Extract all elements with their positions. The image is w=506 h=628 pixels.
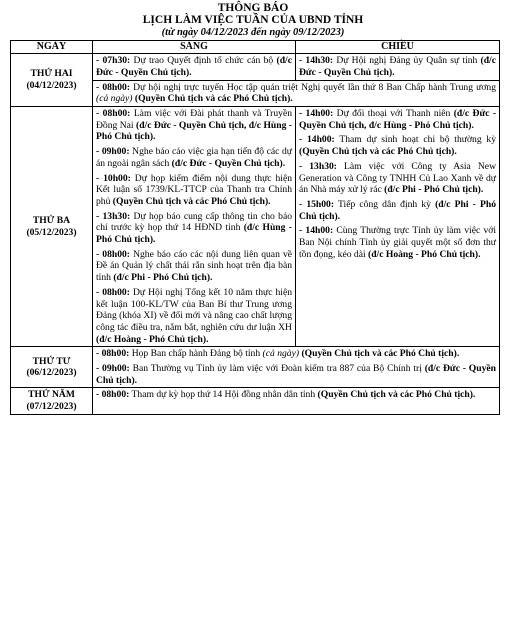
- entry-lead: (đ/c Đức - Quyền Chủ tịch).: [96, 55, 292, 78]
- day-name: THỨ NĂM: [28, 389, 75, 401]
- entry-lead: (Quyền Chủ tịch và các Phó Chủ tịch).: [299, 348, 460, 360]
- entry-lead: (đ/c Đức - Quyền Chủ tịch).: [171, 157, 286, 169]
- table-row: [11, 107, 500, 347]
- entry-lead: (đ/c Phi - Phó Chủ tịch).: [384, 184, 484, 196]
- column-header-morning: SÁNG: [93, 41, 296, 54]
- day-name: THỨ BA: [32, 214, 71, 226]
- day-cell: [11, 388, 93, 414]
- schedule-entry: [299, 55, 496, 78]
- entry-note: (cả ngày): [96, 93, 133, 105]
- day-name: THỨ HAI: [30, 68, 73, 80]
- entry-lead: (Quyền Chủ tịch và các Phó Chủ tịch).: [299, 146, 457, 158]
- entry-text: Làm việc với Công ty Asia New Generation và Công ty TNHH Củ Lao Xanh về dự án Nhà máy xử lý rác: [299, 160, 496, 196]
- table-row: [11, 388, 500, 414]
- entry-text: Làm việc với Đài phát thanh và Truyền Đồng Nai: [96, 108, 293, 131]
- entry-text: Dự đối thoại với Thanh niên: [333, 108, 454, 119]
- morning-cell: [93, 107, 296, 347]
- entry-lead: (đ/c Hùng - Phó Chủ tịch).: [96, 222, 292, 246]
- entry-lead: (đ/c Phi - Phó Chủ tịch).: [113, 272, 213, 284]
- day-cell: [11, 107, 93, 347]
- afternoon-cell: [296, 107, 500, 347]
- entry-time: - 13h30:: [299, 160, 337, 172]
- entry-time: - 15h00:: [299, 198, 335, 210]
- entry-text: Nghe báo cáo việc gia hạn tiến độ các dự án ngoài ngân sách: [96, 146, 293, 169]
- entry-text: Nghe báo cáo các nội dung liên quan về Đề án Quản lý chất thải rắn sinh hoạt trên địa bàn tỉnh: [96, 248, 293, 284]
- day-date: (06/12/2023): [26, 367, 77, 379]
- entry-time: - 08h00:: [96, 108, 131, 119]
- schedule-entry: [96, 82, 496, 105]
- entry-lead: (đ/c Đức - Quyền Chủ tịch, đ/c Hùng - Phó Chủ tịch).: [299, 108, 497, 131]
- document-period: (từ ngày 04/12/2023 đến ngày 09/12/2023): [161, 27, 345, 38]
- entry-lead: (đ/c Đức - Quyền Chủ tịch, đ/c Hùng - Phó Chủ tịch).: [96, 119, 292, 143]
- entry-note: (cả ngày): [262, 348, 300, 360]
- schedule-entry: [299, 134, 496, 157]
- entry-text: Dự hội nghị trực tuyến Học tập quán triệt Nghị quyết lần thứ 8 Ban Chấp hành Trung ương: [130, 81, 496, 93]
- schedule-entry: [96, 348, 496, 360]
- schedule-entry: [96, 287, 292, 346]
- full-day-cell: [93, 80, 500, 106]
- full-day-cell: [93, 347, 500, 388]
- entry-text: Dự họp kiểm điểm nội dung thực hiện Kết luận số 1739/KL-TTCP của Thanh tra Chính phủ: [96, 172, 292, 207]
- entry-lead: (đ/c Hoàng - Phó Chủ tịch).: [96, 333, 209, 345]
- entry-lead: (Quyền Chủ tịch và các Phó Chủ tịch).: [112, 195, 271, 207]
- entry-time: - 08h00:: [96, 286, 130, 298]
- entry-time: - 14h00:: [299, 134, 335, 146]
- afternoon-cell: [296, 54, 500, 80]
- entry-text: Dự Hội nghị Đảng ủy Quân sự tỉnh: [333, 55, 481, 67]
- entry-text: Tham dự kỳ họp thứ 14 Hội đồng nhân dân tỉnh: [129, 389, 318, 401]
- entry-time: - 10h00:: [96, 172, 131, 184]
- schedule-entry: [299, 225, 496, 260]
- schedule-entry: [96, 108, 292, 143]
- schedule-entry: [299, 161, 496, 196]
- entry-time: - 09h00:: [96, 146, 130, 158]
- column-header-afternoon: CHIỀU: [296, 41, 500, 54]
- schedule-entry: [299, 108, 496, 131]
- entry-lead: (đ/c Đức - Quyền Chủ tịch).: [299, 55, 496, 78]
- table-row: [11, 347, 500, 388]
- entry-text: Ban Thường vụ Tỉnh ủy làm việc với Đoàn kiểm tra 887 của Bộ Chính trị: [129, 363, 425, 375]
- day-name: THỨ TƯ: [32, 355, 71, 367]
- schedule-table: [10, 40, 500, 415]
- day-date: (05/12/2023): [26, 226, 77, 238]
- entry-time: - 14h00:: [299, 225, 334, 237]
- document-title: THÔNG BÁO: [217, 2, 289, 14]
- schedule-entry: [96, 363, 496, 386]
- entry-text: Họp Ban chấp hành Đảng bộ tỉnh: [129, 348, 263, 360]
- day-cell: [11, 347, 93, 388]
- schedule-entry: [96, 389, 496, 401]
- entry-text: Dự họp báo cung cấp thông tin cho báo chí trước kỳ họp thứ 14 HĐND tỉnh: [96, 210, 293, 234]
- entry-text: Dự trao Quyết định tổ chức cán bộ: [130, 55, 277, 67]
- entry-text: Tham dự sinh hoạt chi bộ thường kỳ: [334, 134, 497, 146]
- day-cell: [11, 54, 93, 107]
- day-date: (04/12/2023): [26, 80, 77, 92]
- entry-time: - 07h30:: [96, 55, 131, 67]
- schedule-entry: [96, 146, 292, 169]
- entry-lead: (Quyền Chủ tịch và các Phó Chủ tịch).: [132, 93, 293, 105]
- entry-text: Dự Hội nghị Tổng kết 10 năm thực hiện kết luận 100-KL/TW của Ban Bí thư Trung ương Đảng (khóa XI) về đổi mới và nâng cao chất lượng công tác điều tra, nắm bắt, nghiên cứu dư luận XH: [96, 286, 292, 333]
- entry-time: - 08h00:: [96, 389, 130, 401]
- entry-lead: (đ/c Đức - Quyền Chủ tịch).: [96, 363, 496, 386]
- schedule-entry: [96, 173, 292, 208]
- entry-time: - 14h30:: [299, 55, 334, 67]
- entry-time: - 08h00:: [96, 348, 130, 360]
- table-row: [11, 54, 500, 80]
- entry-text: Cùng Thường trực Tỉnh ủy làm việc với Ban Nội chính Tỉnh ủy giải quyết một số đơn thư tồn đọng, kéo dài: [299, 225, 496, 260]
- schedule-entry: [299, 199, 496, 222]
- schedule-entry: [96, 55, 292, 78]
- day-date: (07/12/2023): [26, 401, 77, 413]
- entry-time: - 08h00:: [96, 248, 130, 260]
- entry-time: - 09h00:: [96, 363, 130, 375]
- schedule-entry: [96, 211, 292, 246]
- morning-cell: [93, 54, 296, 80]
- table-header-row: [11, 41, 500, 54]
- column-header-day: NGÀY: [11, 41, 93, 54]
- entry-time: - 08h00:: [96, 81, 131, 93]
- entry-lead: (đ/c Phi - Phó Chủ tịch).: [299, 198, 496, 222]
- entry-text: Tiếp công dân định kỳ: [334, 198, 436, 210]
- entry-lead: (Quyền Chủ tịch và các Phó Chủ tịch).: [317, 389, 476, 401]
- entry-lead: (đ/c Hoàng - Phó Chủ tịch).: [368, 248, 481, 260]
- full-day-cell: [93, 388, 500, 414]
- entry-time: - 13h30:: [96, 210, 131, 222]
- entry-time: - 14h00:: [299, 108, 334, 119]
- schedule-entry: [96, 249, 292, 284]
- document-subtitle: LỊCH LÀM VIỆC TUẦN CỦA UBND TỈNH: [142, 14, 364, 26]
